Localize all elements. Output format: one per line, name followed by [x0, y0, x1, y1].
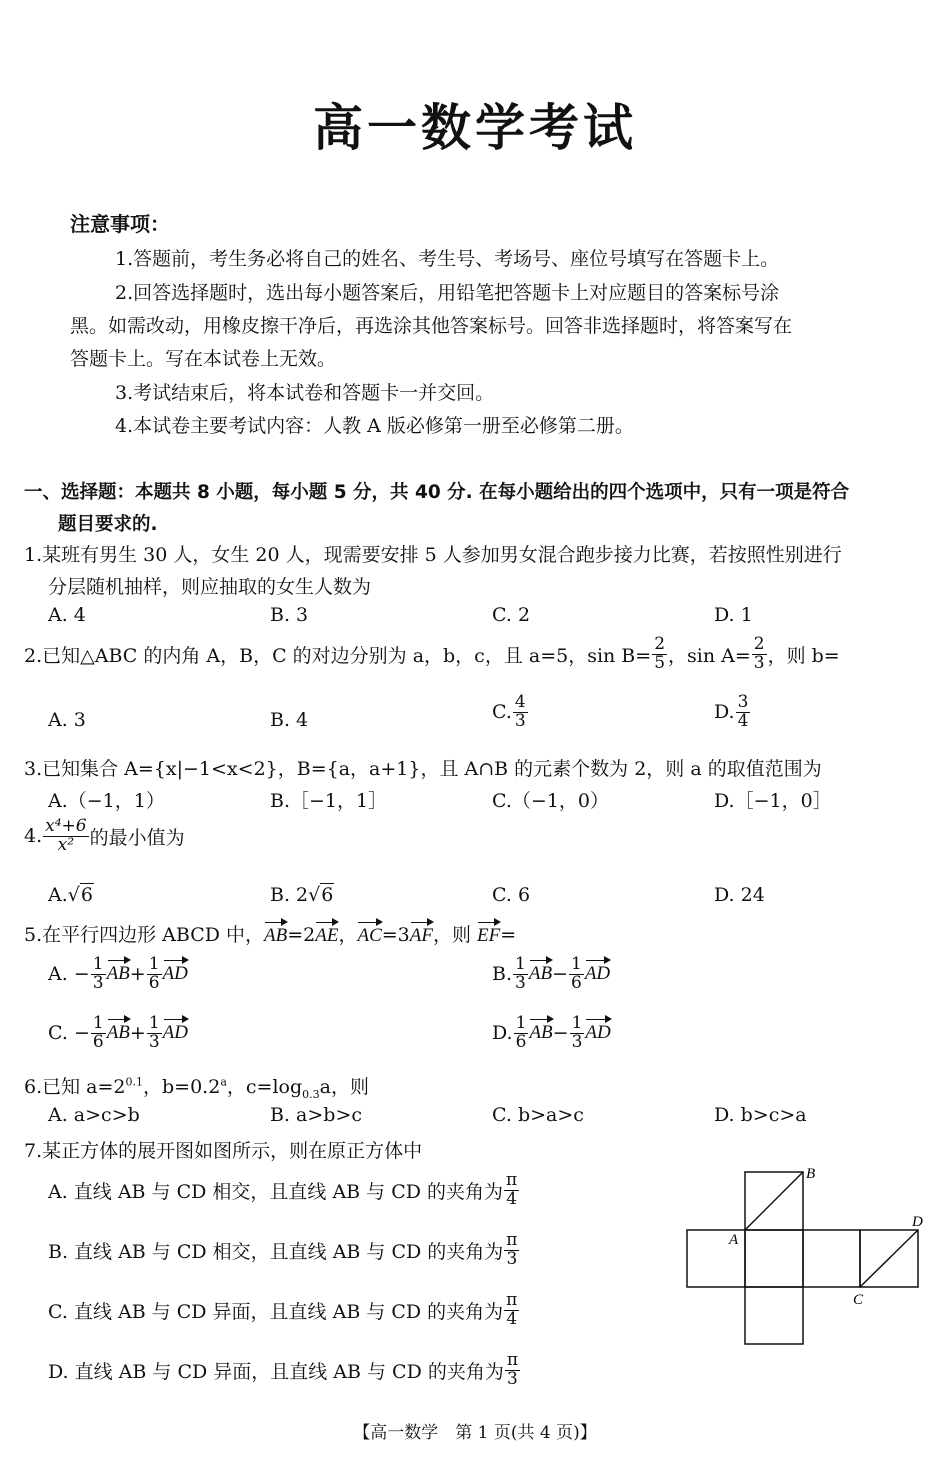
q6-exp2: a: [220, 1075, 227, 1089]
vector-ad: AD: [585, 1022, 611, 1044]
q2-stem-prefix: 2.已知△ABC 的内角 A，B，C 的对边分别为 a，b，c，且 a=5，sin B=: [24, 644, 652, 667]
q2-c-num: 4: [514, 692, 526, 712]
q2-frac2-num: 2: [753, 634, 765, 654]
q7-stem: 7.某正方体的展开图如图所示，则在原正方体中: [24, 1140, 423, 1162]
notice-item-3: 3.考试结束后，将本试卷和答题卡一并交回。: [115, 382, 495, 404]
q2-stem-suffix: ，则 b=: [767, 644, 840, 667]
q5-a-f2-num: 1: [148, 954, 160, 974]
q7-option-d: [48, 1352, 521, 1389]
vector-ad: AD: [162, 1022, 188, 1044]
q5-c-frac-2: [147, 1015, 162, 1052]
label-d: D: [912, 1214, 923, 1230]
q3-option-d: D.［−1，0］: [714, 790, 832, 812]
sqrt-icon: √: [67, 884, 80, 906]
q7-d-text: D. 直线 AB 与 CD 异面，且直线 AB 与 CD 的夹角为: [48, 1360, 504, 1383]
q5-d-frac-2: [570, 1015, 585, 1052]
q5-b-f1-num: 1: [515, 954, 526, 974]
q5-b-f1-den: 3: [515, 972, 526, 993]
segment-ab: [745, 1172, 803, 1230]
section-1-heading: 一、选择题：本题共 8 小题，每小题 5 分，共 40 分. 在每小题给出的四个选项中，只有一项是符合: [24, 482, 850, 503]
q2-c-den: 3: [514, 710, 526, 731]
q2-option-c-fraction: [513, 694, 528, 731]
q2-option-d: [714, 694, 751, 731]
net-square-center: [745, 1230, 803, 1287]
q7-option-a: [48, 1172, 520, 1209]
page-footer: 【高一数学 第 1 页(共 4 页)】: [353, 1423, 597, 1443]
q2-fraction-2: [752, 636, 767, 673]
q4-option-a: [48, 884, 94, 906]
q5-eq2: =2: [287, 924, 316, 946]
q2-option-c-label: C.: [492, 701, 512, 724]
q6-stem: [24, 1072, 369, 1101]
q5-comma: ，: [338, 924, 358, 946]
q5-option-b: [492, 956, 610, 993]
q7-b-frac: [504, 1232, 519, 1269]
net-square-right: [803, 1230, 860, 1287]
q7-d-num: π: [506, 1350, 519, 1370]
notice-item-2-line-2: 黑。如需改动，用橡皮擦干净后，再选涂其他答案标号。回答非选择题时，将答案写在: [70, 315, 793, 337]
q5-a-f2-den: 6: [148, 972, 160, 993]
q7-a-text: A. 直线 AB 与 CD 相交，且直线 AB 与 CD 的夹角为: [48, 1180, 504, 1203]
q2-d-num: 3: [737, 692, 749, 712]
q6-option-c: C. b>a>c: [492, 1104, 584, 1126]
q7-c-frac: [504, 1292, 519, 1329]
q5-d-op: −: [552, 1022, 569, 1045]
q2-option-c: [492, 694, 529, 731]
q5-c-f2-num: 1: [148, 1013, 160, 1033]
q4-suffix: 的最小值为: [89, 826, 185, 849]
q5-b-f2-num: 1: [570, 954, 582, 974]
q5-b-frac-2: [569, 956, 584, 993]
q2-stem: [24, 636, 840, 673]
q4-option-d: D. 24: [714, 884, 765, 906]
q6-option-d: D. b>c>a: [714, 1104, 807, 1126]
q1-stem-line-1: 1.某班有男生 30 人，女生 20 人，现需要安排 5 人参加男女混合跑步接力比赛，若按照性别进行: [24, 544, 842, 566]
q4-fraction: [43, 818, 88, 855]
cube-net-figure: [680, 1160, 930, 1350]
q2-option-a: A. 3: [48, 709, 86, 731]
q7-option-b: [48, 1232, 520, 1269]
q6-exp1: 0.1: [125, 1075, 144, 1089]
q7-d-den: 3: [507, 1368, 518, 1389]
q5-d-frac-1: [514, 1015, 529, 1052]
notice-heading: 注意事项：: [70, 212, 170, 236]
q7-a-den: 4: [506, 1188, 518, 1209]
notice-item-2-line-3: 答题卡上。写在本试卷上无效。: [70, 348, 337, 370]
q7-option-c: [48, 1292, 520, 1329]
q2-option-b: B. 4: [270, 709, 309, 731]
q5-c-f1-num: 1: [92, 1013, 104, 1033]
q3-option-b: B.［−1，1］: [270, 790, 388, 812]
q2-stem-mid: ，sin A=: [668, 644, 751, 667]
q5-a-op: +: [129, 963, 146, 986]
q7-c-den: 4: [506, 1308, 518, 1329]
vector-ae: AE: [315, 925, 339, 946]
q4-a-radicand: 6: [80, 884, 93, 906]
q7-b-num: π: [506, 1230, 518, 1250]
vector-ab: AB: [106, 963, 130, 985]
sqrt-icon: √: [308, 884, 321, 906]
notice-item-1: 1.答题前，考生务必将自己的姓名、考生号、考场号、座位号填写在答题卡上。: [115, 248, 780, 270]
q7-b-text: B. 直线 AB 与 CD 相交，且直线 AB 与 CD 的夹角为: [48, 1240, 504, 1263]
q6-p1: 6.已知 a=2: [24, 1076, 126, 1098]
vector-ab: AB: [529, 1022, 553, 1044]
q1-option-c: C. 2: [492, 604, 531, 626]
q7-a-frac: [504, 1172, 519, 1209]
segment-cd: [860, 1230, 918, 1287]
vector-ef: EF: [477, 925, 501, 946]
q5-a-label: A. −: [48, 963, 90, 986]
q2-option-d-label: D.: [714, 701, 735, 724]
q6-sub: 0.3: [302, 1087, 320, 1101]
q6-option-b: B. a>b>c: [270, 1104, 363, 1126]
q5-a-f1-num: 1: [92, 954, 104, 974]
q5-option-a: [48, 956, 188, 993]
q1-option-a: A. 4: [48, 604, 86, 626]
q3-option-a: A.（−1，1）: [48, 790, 165, 812]
vector-ab: AB: [528, 963, 553, 985]
vector-ac: AC: [357, 925, 382, 946]
q5-b-f2-den: 6: [570, 972, 582, 993]
q5-b-label: B.: [492, 963, 513, 986]
q6-p2: ，b=0.2: [143, 1076, 221, 1098]
q1-stem-line-2: 分层随机抽样，则应抽取的女生人数为: [48, 576, 372, 598]
section-1-heading-cont: 题目要求的.: [58, 514, 158, 535]
q3-stem: 3.已知集合 A={x|−1<x<2}，B={a，a+1}，且 A∩B 的元素个数为 2，则 a 的取值范围为: [24, 758, 822, 780]
q1-option-b: B. 3: [270, 604, 309, 626]
q5-eq: =: [500, 924, 517, 946]
q5-a-frac-2: [147, 956, 162, 993]
label-a: A: [729, 1232, 739, 1248]
q5-c-f1-den: 6: [92, 1031, 104, 1052]
q5-d-f2-num: 1: [571, 1013, 583, 1033]
q5-d-label: D.: [492, 1022, 513, 1045]
notice-item-4: 4.本试卷主要考试内容：人教 A 版必修第一册至必修第二册。: [115, 415, 634, 437]
label-c: C: [853, 1292, 864, 1308]
q6-p4: a，则: [319, 1076, 369, 1098]
q5-c-frac-1: [91, 1015, 106, 1052]
q2-fraction-1: [652, 636, 667, 673]
q5-prefix: 5.在平行四边形 ABCD 中，: [24, 924, 265, 946]
vector-ad: AD: [584, 963, 611, 985]
vector-ab: AB: [106, 1022, 130, 1044]
q5-option-c: [48, 1015, 188, 1052]
q2-option-d-fraction: [736, 694, 751, 731]
notice-item-2-line-1: 2.回答选择题时，选出每小题答案后，用铅笔把答题卡上对应题目的答案标号涂: [115, 282, 780, 304]
q5-b-op: −: [552, 963, 568, 986]
q4-stem: [24, 818, 185, 855]
q5-then: ，则: [433, 924, 478, 946]
q5-c-f2-den: 3: [148, 1031, 160, 1052]
q5-a-frac-1: [91, 956, 106, 993]
q6-p3: ，c=log: [226, 1076, 303, 1098]
q7-a-num: π: [506, 1170, 518, 1190]
q4-b-label: B. 2: [270, 884, 309, 906]
q5-b-frac-1: [513, 956, 528, 993]
q2-frac1-num: 2: [654, 634, 666, 654]
q7-d-frac: [505, 1352, 520, 1389]
q4-b-radicand: 6: [321, 884, 334, 906]
q1-option-d: D. 1: [714, 604, 753, 626]
q4-option-b: [270, 884, 334, 906]
q5-d-f2-den: 3: [571, 1031, 583, 1052]
vector-ad: AD: [162, 963, 188, 985]
q4-num: x⁴+6: [45, 816, 87, 836]
q3-option-c: C.（−1，0）: [492, 790, 609, 812]
q2-d-den: 4: [737, 710, 749, 731]
vector-ab: AB: [264, 925, 288, 946]
q5-eq3: =3: [381, 924, 410, 946]
q6-option-a: A. a>c>b: [48, 1104, 140, 1126]
q7-c-num: π: [506, 1290, 518, 1310]
q5-c-op: +: [129, 1022, 146, 1045]
q5-d-f1-den: 6: [515, 1031, 527, 1052]
vector-af: AF: [409, 925, 433, 946]
q4-option-c: C. 6: [492, 884, 531, 906]
q7-c-text: C. 直线 AB 与 CD 异面，且直线 AB 与 CD 的夹角为: [48, 1300, 504, 1323]
q4-den: x²: [57, 834, 75, 855]
label-b: B: [806, 1166, 816, 1182]
q2-frac2-den: 3: [753, 652, 765, 673]
q5-c-label: C. −: [48, 1022, 90, 1045]
q5-d-f1-num: 1: [515, 1013, 527, 1033]
q5-a-f1-den: 3: [92, 972, 104, 993]
q2-frac1-den: 5: [654, 652, 666, 673]
q7-b-den: 3: [506, 1248, 518, 1269]
net-square-bottom: [745, 1287, 803, 1344]
q5-stem: [24, 920, 516, 947]
exam-title: 高一数学考试: [313, 99, 637, 157]
q4-label: 4.: [24, 825, 43, 848]
q5-option-d: [492, 1015, 611, 1052]
q4-a-label: A.: [48, 884, 68, 906]
